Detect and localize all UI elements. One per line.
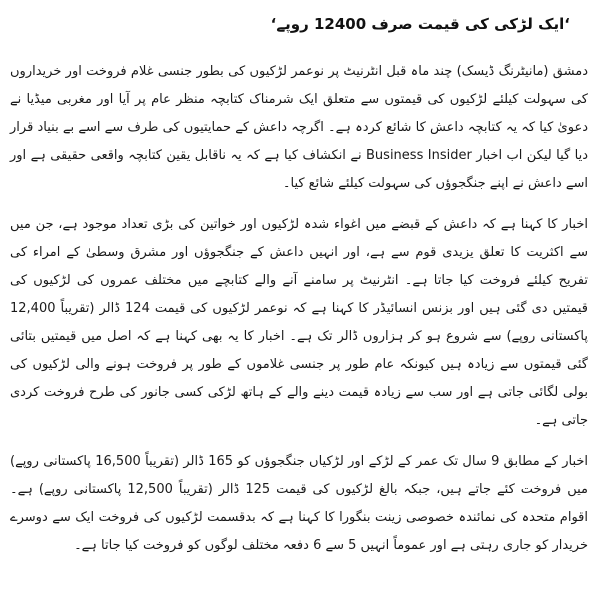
- article-paragraph-1: دمشق (مانیٹرنگ ڈیسک) چند ماہ قبل انٹرنیٹ پر نوعمر لڑکیوں کی بطور جنسی غلام فروخت اور خریداروں کی سہولت کیلئے لڑکیوں کی قیمتوں سے متعلق ایک شرمناک کتابچہ منظر عام پر آیا اور مغربی میڈیا نے دعویٰ کیا کہ یہ کتابچہ داعش کا شائع کردہ ہے۔ اگرچہ داعش کے حمایتیوں کی طرف سے اسے بے بنیاد قرار دیا گیا لیکن اب اخبار Business Insider نے انکشاف کیا ہے کہ یہ ناقابل یقین کتابچہ واقعی حقیقی ہے اور اسے داعش نے اپنے جنگجوؤں کی سہولت کیلئے شائع کیا۔: [10, 64, 588, 191]
- article-paragraph-2: اخبار کا کہنا ہے کہ داعش کے قبضے میں اغواء شدہ لڑکیوں اور خواتین کی بڑی تعداد موجود ہے، جن میں سے اکثریت کا تعلق یزیدی قوم سے ہے، اور انہیں داعش کے جنگجوؤں اور مشرق وسطیٰ کے امراء کی تفریح کیلئے فروخت کیا جاتا ہے۔ انٹرنیٹ پر سامنے آنے والے کتابچے میں مختلف عمروں کی لڑکیوں کی قیمتیں دی گئی ہیں اور بزنس انسائیڈر کا کہنا ہے کہ نوعمر لڑکیوں کی قیمت 124 ڈالر (تقریباً 12,400 پاکستانی روپے) سے شروع ہو کر ہزاروں ڈالر تک ہے۔ اخبار کا یہ بھی کہنا ہے کہ اصل میں قیمتیں بتائی گئی قیمتوں سے زیادہ ہیں کیونکہ عام طور پر جنسی غلاموں کے طور پر فروخت ہونے والی لڑکیوں کی بولی لگائی جاتی ہے اور سب سے زیادہ قیمت دینے والے کے ہاتھ لڑکی کسی جانور کی طرح فروخت کردی جاتی ہے۔: [10, 217, 589, 428]
- article-headline: ‘ایک لڑکی کی قیمت صرف 12400 روپے‘: [270, 15, 570, 33]
- article-paragraph-3: اخبار کے مطابق 9 سال تک عمر کے لڑکے اور لڑکیاں جنگجوؤں کو 165 ڈالر (تقریباً 16,500 پاکستانی روپے) میں فروخت کئے جاتے ہیں، جبکہ بالغ لڑکیوں کی قیمت 125 ڈالر (تقریباً 12,500 پاکستانی روپے) ہے۔ اقوام متحدہ کی نمائندہ خصوصی زینت بنگورا کا کہنا ہے کہ بدقسمت لڑکیوں کی فروخت ایک سے دوسرے خریدار کو جاری رہتی ہے اور عموماً انہیں 5 سے 6 دفعہ مختلف لوگوں کو فروخت کیا جاتا ہے۔: [10, 454, 589, 553]
